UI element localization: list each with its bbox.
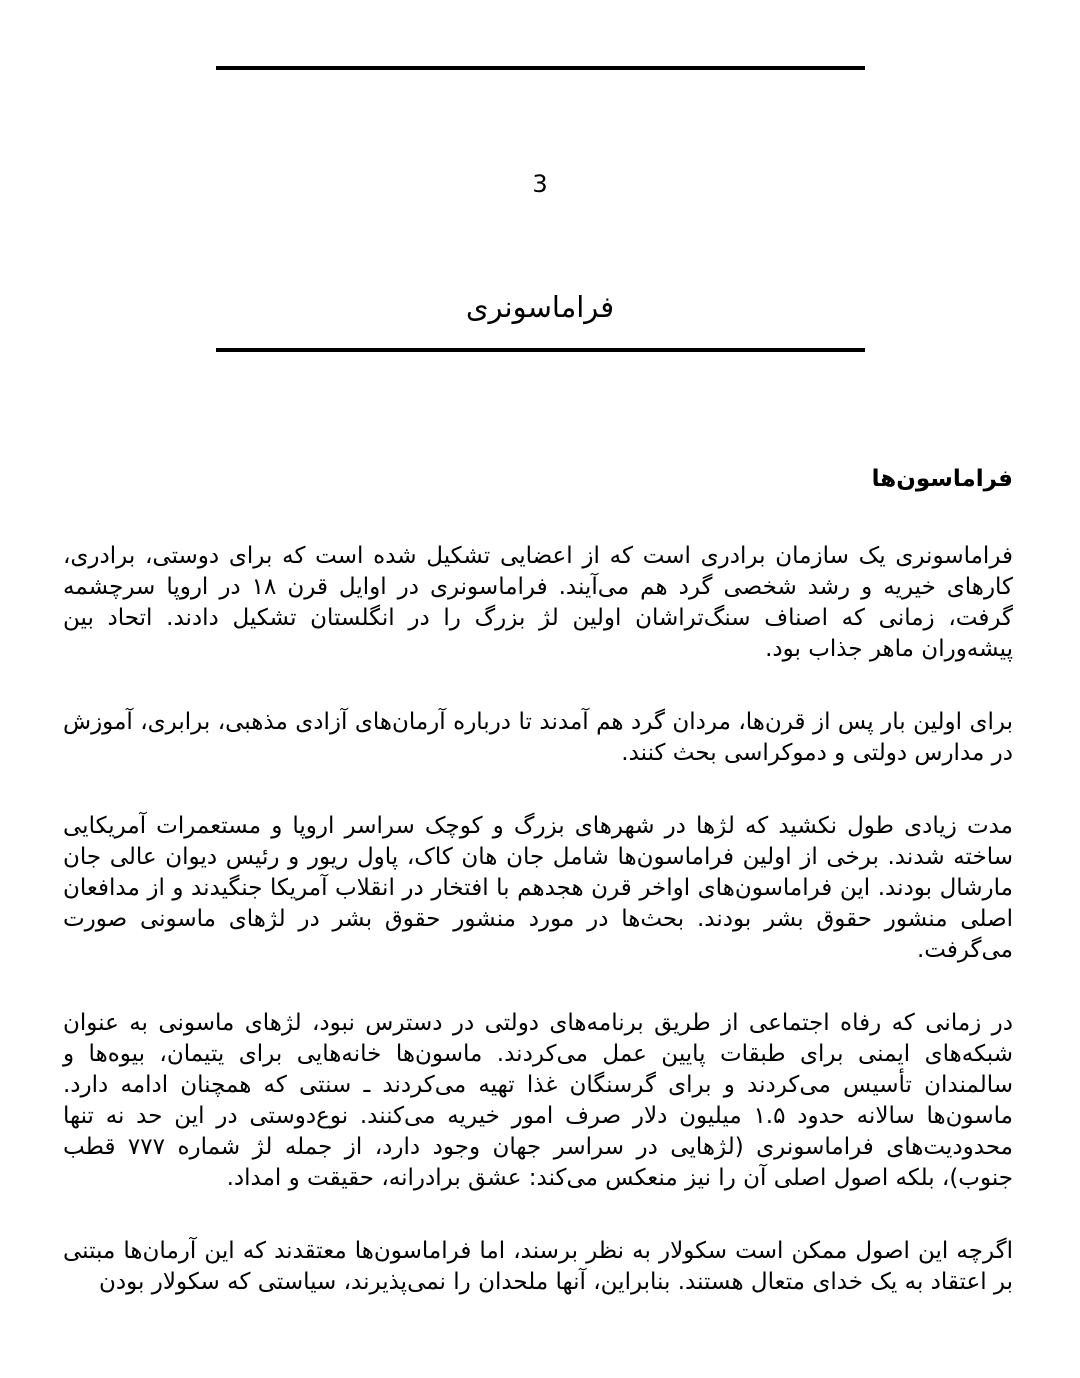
page-number: 3 bbox=[532, 170, 548, 198]
document-title: فراماسونری bbox=[465, 290, 615, 324]
section-heading: فراماسون‌ها bbox=[871, 466, 1013, 492]
paragraph: برای اولین بار پس از قرن‌ها، مردان گرد هم آمدند تا درباره آرمان‌های آزادی مذهبی، برابری، آموزش در مدارس دولتی و دموکراسی بحث کنند. bbox=[63, 709, 1013, 766]
document-body bbox=[63, 464, 1013, 1298]
header-rule bbox=[216, 66, 865, 70]
title-rule bbox=[216, 348, 865, 352]
paragraph: اگرچه این اصول ممکن است سکولار به نظر برسند، اما فراماسون‌ها معتقدند که این آرمان‌ها مبتنی بر اعتقاد به یک خدای متعال هستند. بنابراین، آنها ملحدان را نمی‌پذیرند، سیاستی که سکولار بودن bbox=[63, 1238, 1013, 1295]
paragraph: مدت زیادی طول نکشید که لژها در شهرهای بزرگ و کوچک سراسر اروپا و مستعمرات آمریکایی ساخته شدند. برخی از اولین فراماسون‌ها شامل جان هان کاک، پاول ریور و رئیس دیوان عالی جان مارشال بودند. این فراماسون‌های اواخر قرن هجدهم با افتخار در انقلاب آمریکا جنگیدند و از مدافعان اصلی منشور حقوق بشر بودند. بحث‌ها در مورد منشور حقوق بشر در لژهای ماسونی صورت می‌گرفت. bbox=[63, 813, 1013, 963]
paragraph: فراماسونری یک سازمان برادری است که از اعضایی تشکیل شده است که برای دوستی، برادری، کارهای خیریه و رشد شخصی گرد هم می‌آیند. فراماسونری در اوایل قرن ۱۸ در اروپا سرچشمه گرفت، زمانی که اصناف سنگ‌تراشان اولین لژ بزرگ را در انگلستان تشکیل دادند. اتحاد بین پیشه‌وران ماهر جذاب بود. bbox=[63, 543, 1014, 662]
paragraph: در زمانی که رفاه اجتماعی از طریق برنامه‌های دولتی در دسترس نبود، لژهای ماسونی به عنوان شبکه‌های ایمنی برای طبقات پایین عمل می‌کردند. ماسون‌ها خانه‌هایی برای یتیمان، بیوه‌ها و سالمندان تأسیس می‌کردند و برای گرسنگان غذا تهیه می‌کردند ـ سنتی که همچنان ادامه دارد. ماسون‌ها سالانه حدود ۱.۵ میلیون دلار صرف امور خیریه می‌کنند. نوع‌دوستی در این حد نه تنها محدودیت‌های فراماسونری (لژهایی در سراسر جهان وجود دارد، از جمله لژ شماره ۷۷۷ قطب جنوب)، بلکه اصول اصلی آن را نیز منعکس می‌کند: عشق برادرانه، حقیقت و امداد. bbox=[63, 1010, 1013, 1191]
